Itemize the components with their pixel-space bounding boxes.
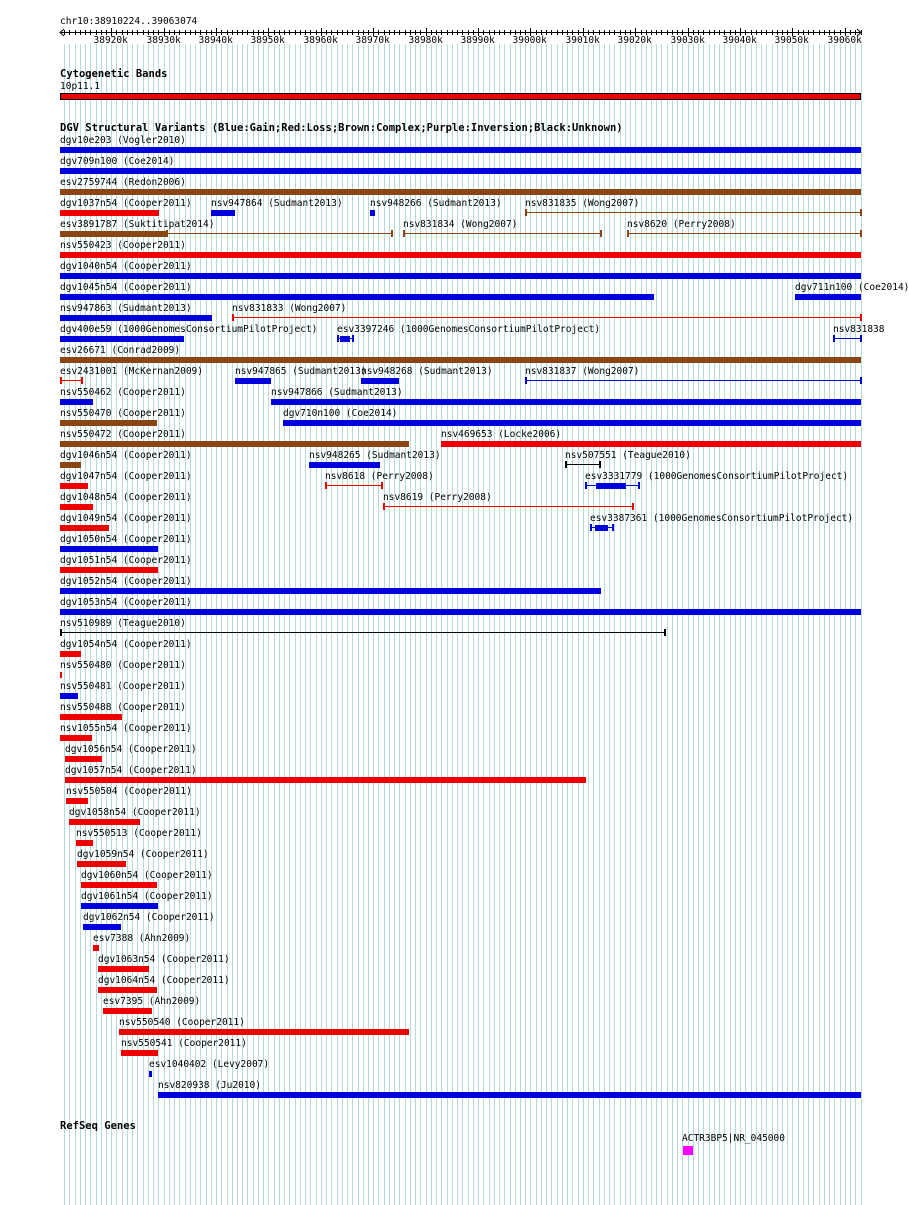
- sv-feature-label[interactable]: esv3331779 (1000GenomesConsortiumPilotProject): [585, 471, 849, 482]
- sv-feature-label[interactable]: dgv711n100 (Coe2014): [795, 282, 909, 293]
- sv-feature-label[interactable]: dgv1050n54 (Cooper2011): [60, 534, 192, 545]
- sv-feature-bar[interactable]: [60, 693, 78, 699]
- sv-feature-line[interactable]: [525, 212, 861, 213]
- sv-feature-label[interactable]: esv2431001 (McKernan2009): [60, 366, 203, 377]
- sv-feature-label[interactable]: nsv831833 (Wong2007): [232, 303, 347, 314]
- sv-feature-label[interactable]: dgv1064n54 (Cooper2011): [98, 975, 230, 986]
- sv-feature-endcap: [632, 503, 634, 510]
- sv-feature-label[interactable]: nsv831834 (Wong2007): [403, 219, 518, 230]
- sv-feature-endcap: [383, 503, 385, 510]
- sv-feature-label[interactable]: esv26671 (Conrad2009): [60, 345, 181, 356]
- sv-feature-label[interactable]: dgv1046n54 (Cooper2011): [60, 450, 192, 461]
- sv-feature-bar[interactable]: [158, 1092, 861, 1098]
- sv-feature-bar[interactable]: [65, 777, 586, 783]
- sv-feature-bar[interactable]: [370, 210, 375, 216]
- sv-feature-label[interactable]: dgv1056n54 (Cooper2011): [65, 744, 197, 755]
- sv-feature-endcap: [860, 314, 862, 321]
- sv-feature-endcap: [638, 482, 640, 489]
- sv-feature-label[interactable]: esv7395 (Ahn2009): [103, 996, 201, 1007]
- sv-feature-line[interactable]: [525, 380, 861, 381]
- sv-feature-label[interactable]: nsv550472 (Cooper2011): [60, 429, 186, 440]
- sv-feature-endcap: [166, 230, 168, 237]
- sv-feature-bar[interactable]: [60, 399, 93, 405]
- sv-feature-bar[interactable]: [60, 294, 654, 300]
- sv-feature-label[interactable]: dgv1047n54 (Cooper2011): [60, 471, 192, 482]
- sv-feature-bar[interactable]: [119, 1029, 409, 1035]
- sv-feature-block[interactable]: [340, 336, 350, 342]
- sv-feature-bar[interactable]: [60, 609, 861, 615]
- sv-feature-bar[interactable]: [81, 903, 159, 909]
- sv-feature-line[interactable]: [383, 506, 632, 507]
- sv-feature-label[interactable]: dgv1052n54 (Cooper2011): [60, 576, 192, 587]
- sv-feature-bar[interactable]: [60, 420, 157, 426]
- sv-feature-label[interactable]: nsv8620 (Perry2008): [627, 219, 736, 230]
- sv-feature-bar[interactable]: [66, 798, 87, 804]
- sv-feature-endcap: [860, 377, 862, 384]
- sv-feature-label[interactable]: nsv507551 (Teague2010): [565, 450, 691, 461]
- sv-feature-block[interactable]: [595, 525, 608, 531]
- sv-feature-label[interactable]: dgv1059n54 (Cooper2011): [77, 849, 209, 860]
- sv-feature-endcap: [612, 524, 614, 531]
- sv-feature-label[interactable]: nsv550540 (Cooper2011): [119, 1017, 245, 1028]
- sv-feature-label[interactable]: nsv947864 (Sudmant2013): [211, 198, 343, 209]
- sv-feature-label[interactable]: nsv550462 (Cooper2011): [60, 387, 186, 398]
- sv-feature-endcap: [860, 335, 862, 342]
- sv-feature-endcap: [860, 209, 862, 216]
- sv-feature-line[interactable]: [325, 485, 382, 486]
- sv-feature-bar[interactable]: [235, 378, 271, 384]
- sv-feature-label[interactable]: nsv8619 (Perry2008): [383, 492, 492, 503]
- sv-feature-bar[interactable]: [60, 168, 861, 174]
- sv-feature-bar[interactable]: [60, 462, 81, 468]
- sv-feature-label[interactable]: nsv948268 (Sudmant2013): [361, 366, 493, 377]
- sv-feature-bar[interactable]: [60, 525, 109, 531]
- sv-feature-endcap: [81, 377, 83, 384]
- sv-feature-bar[interactable]: [121, 1050, 159, 1056]
- sv-feature-bar[interactable]: [60, 714, 122, 720]
- sv-feature-label[interactable]: dgv400e59 (1000GenomesConsortiumPilotProject): [60, 324, 318, 335]
- sv-feature-label[interactable]: nsv820938 (Ju2010): [158, 1080, 261, 1091]
- sv-feature-label[interactable]: dgv1062n54 (Cooper2011): [83, 912, 215, 923]
- sv-feature-label[interactable]: nsv550470 (Cooper2011): [60, 408, 186, 419]
- sv-feature-bar[interactable]: [69, 819, 140, 825]
- ruler-tick-label: 38930k: [146, 35, 181, 46]
- ruler-tick-label: 38990k: [460, 35, 495, 46]
- sv-feature-label[interactable]: dgv1061n54 (Cooper2011): [81, 891, 213, 902]
- sv-feature-bar[interactable]: [103, 1008, 151, 1014]
- sv-feature-label[interactable]: nsv1055n54 (Cooper2011): [60, 723, 192, 734]
- sv-feature-bar[interactable]: [271, 399, 861, 405]
- ruler-tick-label: 39010k: [565, 35, 600, 46]
- sv-feature-label[interactable]: dgv709n100 (Coe2014): [60, 156, 175, 167]
- sv-feature-line[interactable]: [60, 380, 82, 381]
- sv-feature-bar[interactable]: [60, 504, 93, 510]
- sv-feature-label[interactable]: dgv1045n54 (Cooper2011): [60, 282, 192, 293]
- sv-feature-bar[interactable]: [60, 567, 158, 573]
- sv-feature-bar[interactable]: [60, 189, 861, 195]
- sv-feature-label[interactable]: dgv1060n54 (Cooper2011): [81, 870, 213, 881]
- ruler-tick-label: 39000k: [512, 35, 547, 46]
- sv-feature-label[interactable]: esv3891787 (Suktitipat2014): [60, 219, 215, 230]
- sv-feature-bar[interactable]: [98, 966, 149, 972]
- cytoband-label[interactable]: 10p11.1: [60, 81, 101, 92]
- sv-feature-bar[interactable]: [60, 441, 409, 447]
- sv-feature-endcap: [599, 461, 601, 468]
- sv-feature-endcap: [664, 629, 666, 636]
- sv-feature-label[interactable]: nsv8618 (Perry2008): [325, 471, 434, 482]
- sv-feature-label[interactable]: dgv1037n54 (Cooper2011): [60, 198, 192, 209]
- sv-feature-label[interactable]: nsv947866 (Sudmant2013): [271, 387, 403, 398]
- sv-feature-bar[interactable]: [60, 252, 861, 258]
- gene-exon[interactable]: [683, 1146, 692, 1155]
- sv-feature-label[interactable]: dgv1051n54 (Cooper2011): [60, 555, 192, 566]
- sv-feature-line[interactable]: [627, 233, 861, 234]
- sv-feature-label[interactable]: nsv550488 (Cooper2011): [60, 702, 186, 713]
- sv-feature-label[interactable]: esv1040402 (Levy2007): [149, 1059, 270, 1070]
- sv-feature-bar[interactable]: [211, 210, 235, 216]
- sv-feature-label[interactable]: esv2759744 (Redon2006): [60, 177, 186, 188]
- sv-feature-label[interactable]: dgv710n100 (Coe2014): [283, 408, 398, 419]
- sv-feature-bar[interactable]: [60, 210, 159, 216]
- sv-feature-label[interactable]: nsv831838: [833, 324, 885, 335]
- dgv-track-title: DGV Structural Variants (Blue:Gain;Red:Loss;Brown:Complex;Purple:Inversion;Black:Unknown): [60, 122, 623, 134]
- ruler-tick-label: 38940k: [198, 35, 233, 46]
- sv-feature-bar[interactable]: [60, 231, 166, 237]
- sv-feature-block[interactable]: [596, 483, 626, 489]
- sv-feature-line[interactable]: [833, 338, 861, 339]
- sv-feature-endcap: [391, 230, 393, 237]
- sv-feature-endcap: [525, 377, 527, 384]
- sv-feature-endcap: [600, 230, 602, 237]
- sv-feature-label[interactable]: nsv831837 (Wong2007): [525, 366, 640, 377]
- sv-feature-line[interactable]: [232, 317, 861, 318]
- sv-feature-bar[interactable]: [60, 273, 861, 279]
- sv-feature-label[interactable]: nsv831835 (Wong2007): [525, 198, 640, 209]
- sv-feature-endcap: [60, 629, 62, 636]
- ruler-tick-label: 38950k: [250, 35, 285, 46]
- ruler-tick-label: 38970k: [355, 35, 390, 46]
- sv-feature-label[interactable]: dgv10e203 (Vogler2010): [60, 135, 186, 146]
- sv-feature-bar[interactable]: [60, 735, 92, 741]
- ruler-coordinate-label: chr10:38910224..39063074: [60, 16, 198, 27]
- sv-feature-endcap: [627, 230, 629, 237]
- sv-feature-bar[interactable]: [81, 882, 157, 888]
- sv-feature-label[interactable]: dgv1040n54 (Cooper2011): [60, 261, 192, 272]
- sv-feature-bar[interactable]: [60, 588, 601, 594]
- sv-feature-label[interactable]: esv7388 (Ahn2009): [93, 933, 191, 944]
- ruler-tick-label: 39060k: [827, 35, 862, 46]
- sv-feature-label[interactable]: dgv1053n54 (Cooper2011): [60, 597, 192, 608]
- sv-feature-label[interactable]: dgv1048n54 (Cooper2011): [60, 492, 192, 503]
- sv-feature-label[interactable]: nsv550541 (Cooper2011): [121, 1038, 247, 1049]
- ruler-tick-label: 38980k: [408, 35, 443, 46]
- sv-feature-bar[interactable]: [76, 840, 93, 846]
- sv-feature-endcap: [833, 335, 835, 342]
- sv-feature-bar[interactable]: [149, 1071, 151, 1077]
- sv-feature-bar[interactable]: [60, 483, 88, 489]
- sv-feature-endcap: [325, 482, 327, 489]
- sv-feature-line[interactable]: [565, 464, 600, 465]
- ruler-tick-label: 38920k: [93, 35, 128, 46]
- refseq-track-title: RefSeq Genes: [60, 1120, 136, 1132]
- ruler-tick-label: 39050k: [774, 35, 809, 46]
- sv-feature-bar[interactable]: [60, 357, 861, 363]
- sv-feature-bar[interactable]: [283, 420, 861, 426]
- sv-feature-endcap: [565, 461, 567, 468]
- sv-feature-line[interactable]: [403, 233, 601, 234]
- sv-feature-bar[interactable]: [60, 672, 62, 678]
- sv-feature-label[interactable]: esv3397246 (1000GenomesConsortiumPilotProject): [337, 324, 601, 335]
- sv-feature-bar[interactable]: [60, 315, 212, 321]
- sv-feature-bar[interactable]: [83, 924, 121, 930]
- sv-feature-bar[interactable]: [441, 441, 861, 447]
- gene-label[interactable]: ACTR3BP5|NR_045000: [682, 1133, 785, 1144]
- cytoband-track-title: Cytogenetic Bands: [60, 68, 168, 80]
- ruler-tick-label: 38960k: [303, 35, 338, 46]
- sv-feature-endcap: [860, 230, 862, 237]
- sv-feature-label[interactable]: nsv550480 (Cooper2011): [60, 660, 186, 671]
- sv-feature-line[interactable]: [166, 233, 391, 234]
- sv-feature-endcap: [590, 524, 592, 531]
- ruler-tick-label: 39030k: [670, 35, 705, 46]
- sv-feature-endcap: [232, 314, 234, 321]
- sv-feature-endcap: [337, 335, 339, 342]
- sv-feature-endcap: [403, 230, 405, 237]
- sv-feature-bar[interactable]: [65, 756, 102, 762]
- sv-feature-line[interactable]: [60, 632, 665, 633]
- sv-feature-endcap: [585, 482, 587, 489]
- sv-feature-bar[interactable]: [77, 861, 127, 867]
- sv-feature-endcap: [352, 335, 354, 342]
- sv-feature-endcap: [525, 209, 527, 216]
- sv-feature-endcap: [60, 377, 62, 384]
- cytoband-bar[interactable]: [60, 93, 861, 100]
- sv-feature-bar[interactable]: [98, 987, 157, 993]
- sv-feature-label[interactable]: nsv550481 (Cooper2011): [60, 681, 186, 692]
- sv-feature-label[interactable]: nsv948265 (Sudmant2013): [309, 450, 441, 461]
- sv-feature-bar[interactable]: [361, 378, 399, 384]
- sv-feature-label[interactable]: nsv510989 (Teague2010): [60, 618, 186, 629]
- sv-feature-label[interactable]: dgv1058n54 (Cooper2011): [69, 807, 201, 818]
- ruler-tick-label: 39020k: [617, 35, 652, 46]
- sv-feature-label[interactable]: dgv1054n54 (Cooper2011): [60, 639, 192, 650]
- sv-feature-bar[interactable]: [60, 147, 861, 153]
- ruler-tick-label: 39040k: [722, 35, 757, 46]
- sv-feature-bar[interactable]: [795, 294, 861, 300]
- sv-feature-endcap: [381, 482, 383, 489]
- sv-feature-label[interactable]: dgv1063n54 (Cooper2011): [98, 954, 230, 965]
- sv-feature-label[interactable]: dgv1049n54 (Cooper2011): [60, 513, 192, 524]
- sv-feature-label[interactable]: nsv550513 (Cooper2011): [76, 828, 202, 839]
- sv-feature-label[interactable]: nsv550504 (Cooper2011): [66, 786, 192, 797]
- sv-feature-label[interactable]: esv3387361 (1000GenomesConsortiumPilotProject): [590, 513, 854, 524]
- sv-feature-label[interactable]: nsv947865 (Sudmant2013): [235, 366, 367, 377]
- sv-feature-label[interactable]: nsv469653 (Locke2006): [441, 429, 562, 440]
- sv-feature-bar[interactable]: [60, 336, 184, 342]
- sv-feature-bar[interactable]: [60, 651, 81, 657]
- sv-feature-label[interactable]: nsv550423 (Cooper2011): [60, 240, 186, 251]
- sv-feature-label[interactable]: nsv948266 (Sudmant2013): [370, 198, 502, 209]
- sv-feature-bar[interactable]: [93, 945, 99, 951]
- sv-feature-bar[interactable]: [60, 546, 158, 552]
- sv-feature-label[interactable]: dgv1057n54 (Cooper2011): [65, 765, 197, 776]
- sv-feature-label[interactable]: nsv947863 (Sudmant2013): [60, 303, 192, 314]
- sv-feature-bar[interactable]: [309, 462, 380, 468]
